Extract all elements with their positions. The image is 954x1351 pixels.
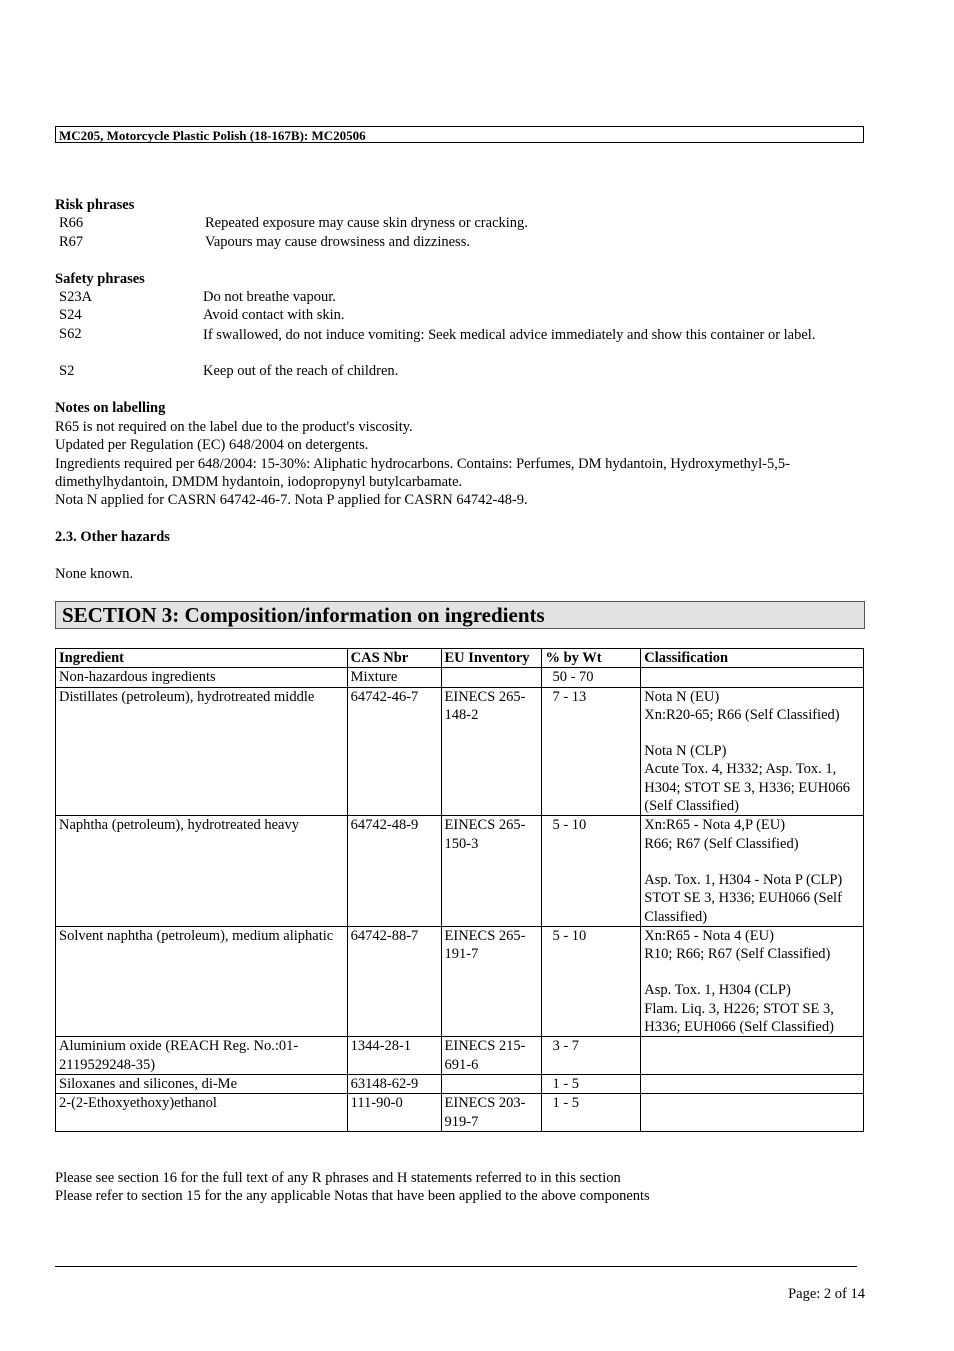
ingredient-cell: 2-(2-Ethoxyethoxy)ethanol bbox=[56, 1094, 348, 1132]
column-header: EU Inventory bbox=[441, 649, 542, 668]
classification-cell bbox=[641, 926, 864, 1036]
labelling-note: Ingredients required per 648/2004: 15-30%: Aliphatic hydrocarbons. Contains: Perfumes, DM hydantoin, Hydroxymethyl-5,5-dimethylhydantoin, DMDM hydantoin, iodopropynyl butylcarbamate. bbox=[55, 456, 790, 490]
cas-cell: 111-90-0 bbox=[347, 1094, 441, 1132]
table-row bbox=[56, 816, 864, 926]
table-row bbox=[56, 1074, 864, 1093]
risk-code: R66 bbox=[59, 215, 84, 231]
eu-cell: EINECS 265-150-3 bbox=[441, 816, 542, 926]
labelling-note: Nota N applied for CASRN 64742-46-7. Nota P applied for CASRN 64742-48-9. bbox=[55, 492, 528, 508]
safety-code: S2 bbox=[59, 363, 75, 379]
cas-cell: 63148-62-9 bbox=[347, 1074, 441, 1093]
risk-text: Vapours may cause drowsiness and dizziness. bbox=[205, 234, 470, 250]
column-header: CAS Nbr bbox=[347, 649, 441, 668]
classification-cell bbox=[641, 687, 864, 816]
classification-eu: Xn:R65 - Nota 4 (EU) R10; R66; R67 (Self Classified) bbox=[644, 927, 831, 963]
classification-eu: Xn:R65 - Nota 4,P (EU) R66; R67 (Self Classified) bbox=[644, 817, 799, 852]
safety-code: S23A bbox=[59, 289, 93, 305]
pct-cell: 7 - 13 bbox=[542, 687, 641, 816]
eu-cell bbox=[441, 1074, 542, 1093]
safety-code: S62 bbox=[59, 326, 82, 342]
classification-clp: Asp. Tox. 1, H304 (CLP) Flam. Liq. 3, H226; STOT SE 3, H336; EUH066 (Self Classified) bbox=[644, 982, 834, 1036]
table-row bbox=[56, 687, 864, 816]
ingredient-cell: Distillates (petroleum), hydrotreated middle bbox=[56, 687, 348, 816]
column-header: % by Wt bbox=[542, 649, 641, 668]
risk-phrases-heading: Risk phrases bbox=[55, 197, 135, 213]
cas-cell: 64742-46-7 bbox=[347, 687, 441, 816]
page-number: Page: 2 of 14 bbox=[788, 1286, 865, 1302]
ingredient-cell: Aluminium oxide (REACH Reg. No.:01-2119529248-35) bbox=[56, 1037, 348, 1075]
pct-cell: 5 - 10 bbox=[542, 816, 641, 926]
eu-cell bbox=[441, 668, 542, 687]
safety-text: Do not breathe vapour. bbox=[203, 289, 336, 305]
labelling-note: R65 is not required on the label due to the product's viscosity. bbox=[55, 419, 413, 435]
pct-cell: 1 - 5 bbox=[542, 1074, 641, 1093]
cas-cell: 1344-28-1 bbox=[347, 1037, 441, 1075]
safety-code: S24 bbox=[59, 307, 82, 323]
section-3-title: SECTION 3: Composition/information on ingredients bbox=[55, 601, 865, 629]
cas-cell: 64742-48-9 bbox=[347, 816, 441, 926]
labelling-note: Updated per Regulation (EC) 648/2004 on detergents. bbox=[55, 437, 369, 453]
other-hazards-text: None known. bbox=[55, 566, 134, 582]
cas-cell: 64742-88-7 bbox=[347, 926, 441, 1036]
pct-cell: 3 - 7 bbox=[542, 1037, 641, 1075]
ingredient-cell: Siloxanes and silicones, di-Me bbox=[56, 1074, 348, 1093]
ingredients-table bbox=[55, 648, 864, 1132]
safety-text: Avoid contact with skin. bbox=[203, 307, 345, 323]
table-row bbox=[56, 926, 864, 1036]
labelling-notes-heading: Notes on labelling bbox=[55, 400, 166, 416]
safety-text: If swallowed, do not induce vomiting: Seek medical advice immediately and show this container or label. bbox=[203, 327, 816, 343]
eu-cell: EINECS 265-148-2 bbox=[441, 687, 542, 816]
safety-phrases-heading: Safety phrases bbox=[55, 271, 145, 287]
table-row bbox=[56, 1037, 864, 1075]
eu-cell: EINECS 215-691-6 bbox=[441, 1037, 542, 1075]
section-note: Please see section 16 for the full text of any R phrases and H statements referred to in this section bbox=[55, 1170, 621, 1186]
table-row bbox=[56, 668, 864, 687]
classification-cell bbox=[641, 816, 864, 926]
classification-cell bbox=[641, 1094, 864, 1132]
safety-text: Keep out of the reach of children. bbox=[203, 363, 399, 379]
eu-cell: EINECS 203-919-7 bbox=[441, 1094, 542, 1132]
document-header: MC205, Motorcycle Plastic Polish (18-167B): MC20506 bbox=[55, 126, 864, 143]
classification-cell bbox=[641, 668, 864, 687]
section-note: Please refer to section 15 for the any applicable Notas that have been applied to the above components bbox=[55, 1188, 650, 1204]
risk-text: Repeated exposure may cause skin dryness or cracking. bbox=[205, 215, 528, 231]
other-hazards-heading: 2.3. Other hazards bbox=[55, 529, 170, 545]
pct-cell: 5 - 10 bbox=[542, 926, 641, 1036]
classification-cell bbox=[641, 1074, 864, 1093]
ingredient-cell: Non-hazardous ingredients bbox=[56, 668, 348, 687]
classification-clp: Asp. Tox. 1, H304 - Nota P (CLP) STOT SE 3, H336; EUH066 (Self Classified) bbox=[644, 871, 843, 925]
eu-cell: EINECS 265-191-7 bbox=[441, 926, 542, 1036]
ingredient-cell: Solvent naphtha (petroleum), medium aliphatic bbox=[56, 926, 348, 1036]
column-header: Classification bbox=[641, 649, 864, 668]
classification-cell bbox=[641, 1037, 864, 1075]
table-header-row bbox=[56, 649, 864, 668]
risk-code: R67 bbox=[59, 234, 84, 250]
footer-divider bbox=[55, 1266, 857, 1267]
table-row bbox=[56, 1094, 864, 1132]
column-header: Ingredient bbox=[56, 649, 348, 668]
pct-cell: 50 - 70 bbox=[542, 668, 641, 687]
classification-eu: Nota N (EU) Xn:R20-65; R66 (Self Classified) bbox=[644, 688, 840, 723]
cas-cell: Mixture bbox=[347, 668, 441, 687]
ingredient-cell: Naphtha (petroleum), hydrotreated heavy bbox=[56, 816, 348, 926]
pct-cell: 1 - 5 bbox=[542, 1094, 641, 1132]
classification-clp: Nota N (CLP) Acute Tox. 4, H332; Asp. Tox. 1, H304; STOT SE 3, H336; EUH066 (Self Classified) bbox=[644, 743, 850, 815]
